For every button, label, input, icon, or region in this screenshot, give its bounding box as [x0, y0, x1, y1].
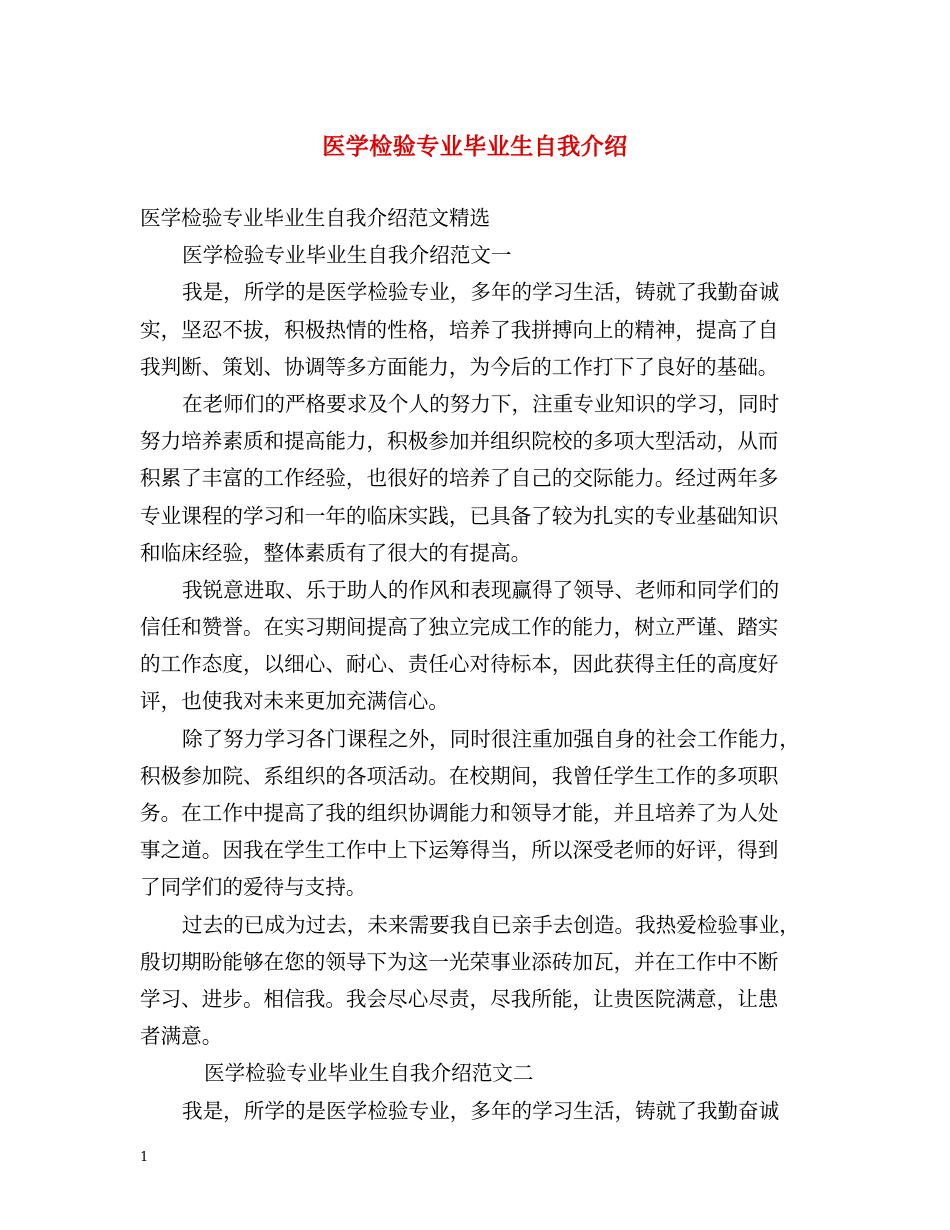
- text-line: 评，也使我对未来更加充满信心。: [140, 689, 449, 714]
- page-number: 1: [140, 1150, 149, 1165]
- text-line: 者满意。: [140, 1024, 223, 1049]
- text-line: 和临床经验，整体素质有了很大的有提高。: [140, 540, 532, 565]
- text-line: 在老师们的严格要求及个人的努力下，注重专业知识的学习，同时: [182, 391, 780, 416]
- text-line: 除了努力学习各门课程之外，同时很注重加强自身的社会工作能力，: [182, 726, 800, 751]
- text-line: 我是，所学的是医学检验专业，多年的学习生活，铸就了我勤奋诚: [182, 1098, 780, 1123]
- text-line: 事之道。因我在学生工作中上下运筹得当，所以深受老师的好评，得到: [140, 838, 779, 863]
- text-line: 过去的已成为过去，未来需要我自已亲手去创造。我热爱检验事业，: [182, 912, 800, 937]
- text-line: 殷切期盼能够在您的领导下为这一光荣事业添砖加瓦，并在工作中不断: [140, 949, 779, 974]
- text-line: 信任和赞誉。在实习期间提高了独立完成工作的能力，树立严谨、踏实: [140, 615, 779, 640]
- text-line: 务。在工作中提高了我的组织协调能力和领导才能，并且培养了为人处: [140, 801, 779, 825]
- text-line: 我锐意进取、乐于助人的作风和表现赢得了领导、老师和同学们的: [182, 577, 780, 602]
- document-title: 医学检验专业毕业生自我介绍: [322, 133, 628, 160]
- text-line: 学习、进步。相信我。我会尽心尽责，尽我所能，让贵医院满意，让患: [140, 986, 779, 1011]
- text-line: 了同学们的爱待与支持。: [140, 875, 367, 900]
- text-line: 积累了丰富的工作经验，也很好的培养了自己的交际能力。经过两年多: [140, 466, 779, 491]
- text-line: 积极参加院、系组织的各项活动。在校期间，我曾任学生工作的多项职: [140, 763, 779, 788]
- document-body: [140, 200, 820, 1130]
- text-line: 的工作态度，以细心、耐心、责任心对待标本，因此获得主任的高度好: [140, 652, 779, 677]
- text-line: 实，坚忍不拔，积极热情的性格，培养了我拼搏向上的精神，提高了自: [140, 317, 779, 342]
- text-line: 医学检验专业毕业生自我介绍范文精选: [140, 206, 491, 230]
- text-line: 我是，所学的是医学检验专业，多年的学习生活，铸就了我勤奋诚: [182, 280, 780, 305]
- text-line: 努力培养素质和提高能力，积极参加并组织院校的多项大型活动，从而: [140, 429, 779, 454]
- text-line: 医学检验专业毕业生自我介绍范文一: [182, 243, 512, 268]
- text-line: 医学检验专业毕业生自我介绍范文二: [204, 1061, 534, 1086]
- text-line: 我判断、策划、协调等多方面能力，为今后的工作打下了良好的基础。: [140, 354, 779, 379]
- text-line: 专业课程的学习和一年的临床实践，已具备了较为扎实的专业基础知识: [140, 503, 779, 528]
